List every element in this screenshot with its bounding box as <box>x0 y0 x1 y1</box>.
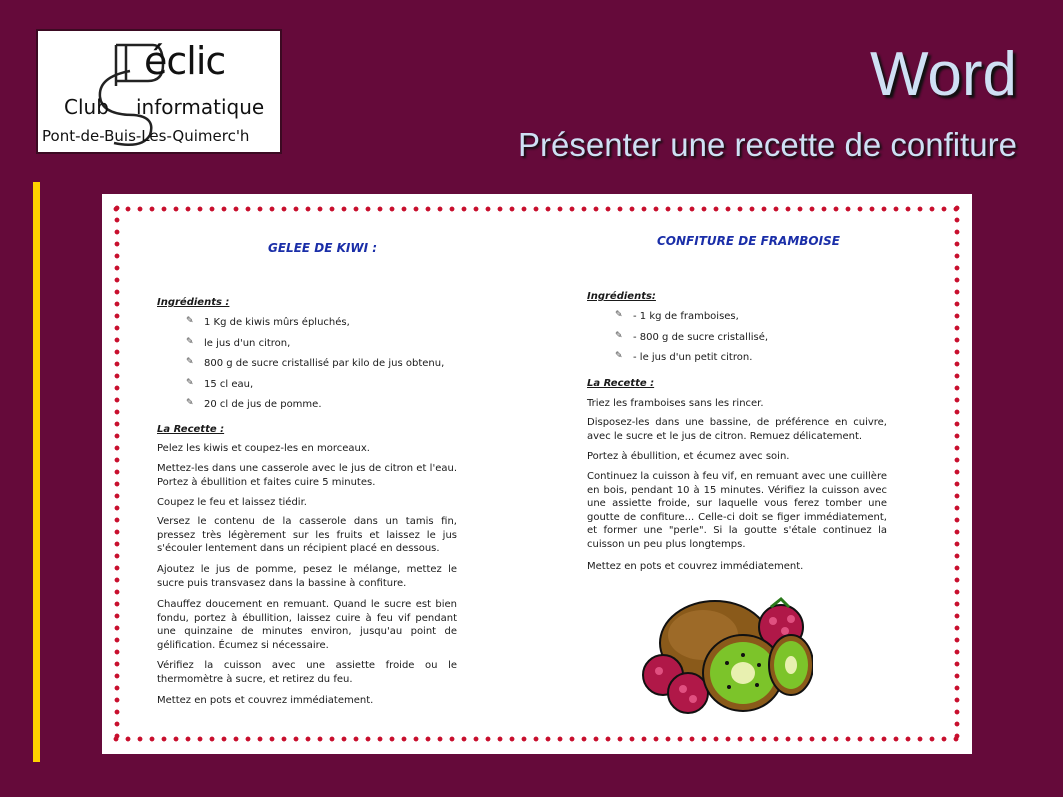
recipe-framboise-title: CONFITURE DE FRAMBOISE <box>657 234 840 248</box>
recipe-step: Continuez la cuisson à feu vif, en remuant avec une cuillère en bois, pendant 10 à 15 minutes. Vérifiez la cuisson avec une assiette froide, sur laquelle vous ferez tomber une goutte de confiture... Celle-ci doit se figer immédiatement, et former une "perle". Si la goutte s'étale continuez la cuisson un peu plus longtemps. <box>587 471 887 550</box>
ingredient-item: ✎ - le jus d'un petit citron. <box>615 351 768 372</box>
recipe-kiwi-title: GELEE DE KIWI : <box>268 241 378 255</box>
ingredient-item: ✎ 15 cl eau, <box>186 378 444 399</box>
recipe-step: Pelez les kiwis et coupez-les en morceaux. <box>157 443 370 454</box>
slide-title: Word <box>869 40 1017 109</box>
recipe-kiwi-ingredients-heading: Ingrédients : <box>157 297 230 308</box>
recipe-step: Disposez-les dans une bassine, de préférence en cuivre, avec le sucre et le jus de citron. Remuez délicatement. <box>587 417 887 442</box>
recipe-kiwi-ingredients <box>186 316 444 419</box>
accent-bar <box>33 182 40 762</box>
decorative-border-left <box>112 204 122 744</box>
fruit-illustration <box>633 595 813 720</box>
ingredient-item: ✎ 20 cl de jus de pomme. <box>186 398 444 419</box>
recipe-step: Mettez en pots et couvrez immédiatement. <box>587 561 804 572</box>
decorative-border-right <box>952 204 962 744</box>
logo-location: Pont-de-Buis-Les-Quimerc'h <box>42 127 250 145</box>
logo-informatique: informatique <box>136 95 265 119</box>
recipe-step: Mettez-les dans une casserole avec le jus de citron et l'eau. Portez à ébullition et faites cuire 5 minutes. <box>157 463 457 488</box>
slide-subtitle: Présenter une recette de confiture <box>518 126 1017 163</box>
ingredient-item: ✎ - 1 kg de framboises, <box>615 310 768 331</box>
recipe-step: Mettez en pots et couvrez immédiatement. <box>157 695 374 706</box>
recipe-step: Triez les framboises sans les rincer. <box>587 398 764 409</box>
ingredient-item: ✎ - 800 g de sucre cristallisé, <box>615 331 768 352</box>
recipe-step: Ajoutez le jus de pomme, pesez le mélange, mettez le sucre puis transvasez dans la bassine à confiture. <box>157 564 457 589</box>
recipe-step: Portez à ébullition, et écumez avec soin. <box>587 451 790 462</box>
decorative-border-top <box>112 204 962 214</box>
logo-club: Club <box>64 95 109 119</box>
recipe-step: Vérifiez la cuisson avec une assiette froide ou le thermomètre à sucre, et retirez du feu. <box>157 660 457 685</box>
recipe-step: Chauffez doucement en remuant. Quand le sucre est bien fondu, portez à ébullition, laissez cuire à feu vif pendant une quinzaine de minutes environ, jusqu'au point de gélification. Écumez si nécessaire. <box>157 599 457 651</box>
recipe-step: Versez le contenu de la casserole dans un tamis fin, pressez très légèrement sur les fruits et laissez le jus s'écouler lentement dans un récipient placé en dessous. <box>157 516 457 554</box>
decorative-border-bottom <box>112 734 962 744</box>
ingredient-item: ✎ le jus d'un citron, <box>186 337 444 358</box>
recipe-framboise-ingredients <box>615 310 768 372</box>
recipe-framboise-ingredients-heading: Ingrédients: <box>587 291 656 302</box>
club-logo <box>36 29 282 154</box>
recipe-step: Coupez le feu et laissez tiédir. <box>157 497 307 508</box>
kiwi-slice-icon <box>769 635 813 695</box>
logo-brand: éclic <box>144 39 226 83</box>
recipe-kiwi-recipe-heading: La Recette : <box>157 424 225 435</box>
ingredient-item: ✎ 800 g de sucre cristallisé par kilo de jus obtenu, <box>186 357 444 378</box>
recipe-framboise-recipe-heading: La Recette : <box>587 378 655 389</box>
ingredient-item: ✎ 1 Kg de kiwis mûrs épluchés, <box>186 316 444 337</box>
